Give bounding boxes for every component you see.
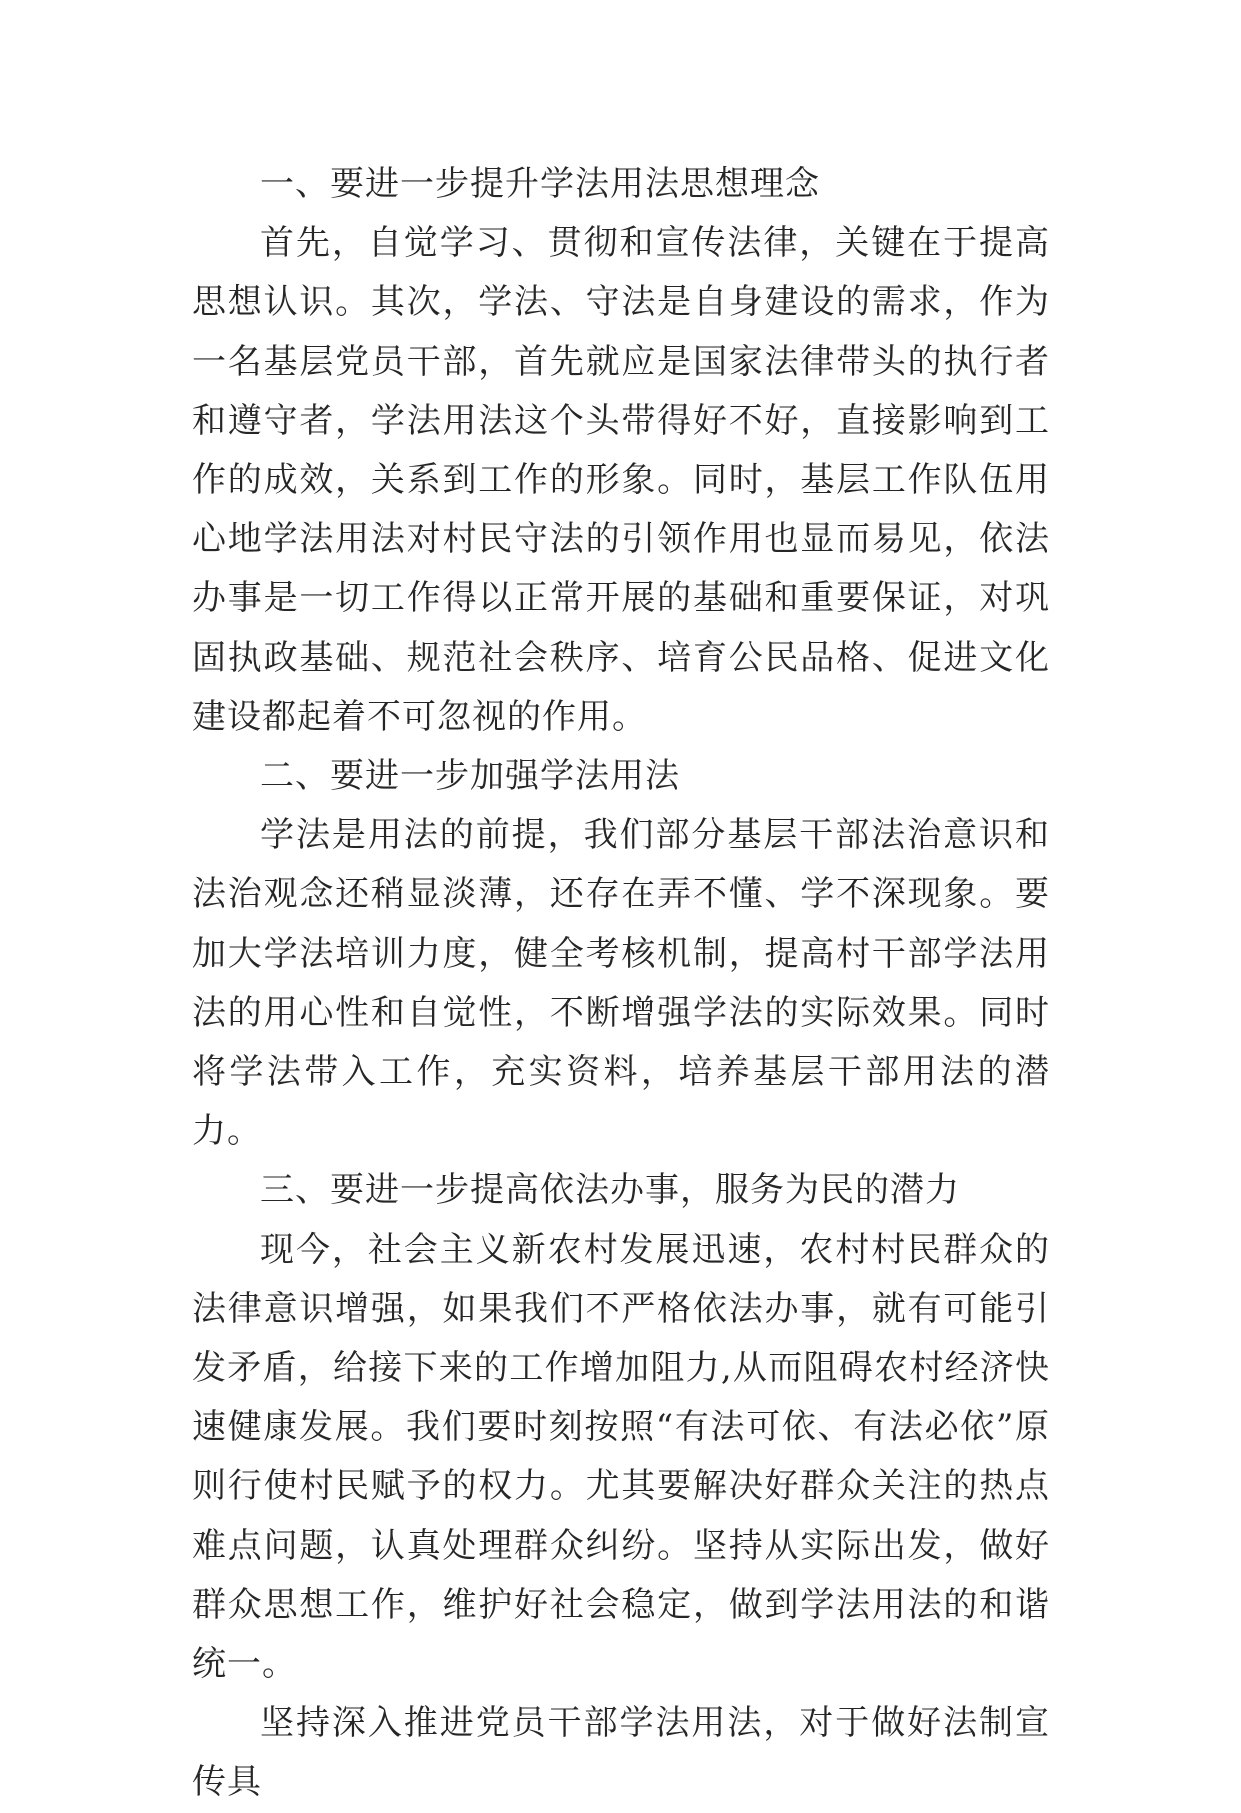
paragraph-2: 学法是用法的前提，我们部分基层干部法治意识和法治观念还稍显淡薄，还存在弄不懂、学不深现象。要加大学法培训力度，健全考核机制，提高村干部学法用法的用心性和自觉性，不断增强学法的实际效果。同时将学法带入工作，充实资料，培养基层干部用法的潜力。 (192, 815, 1050, 1152)
paragraph-3: 现今，社会主义新农村发展迅速，农村村民群众的法律意识增强，如果我们不严格依法办事，就有可能引发矛盾，给接下来的工作增加阻力,从而阻碍农村经济快速健康发展。我们要时刻按照“有法可依、有法必依”原则行使村民赋予的权力。尤其要解决好群众关注的热点难点问题，认真处理群众纠纷。坚持从实际出发，做好群众思想工作，维护好社会稳定，做到学法用法的和谐统一。 (192, 1229, 1050, 1685)
paragraph-1: 首先，自觉学习、贯彻和宣传法律，关键在于提高思想认识。其次，学法、守法是自身建设的需求，作为一名基层党员干部，首先就应是国家法律带头的执行者和遵守者，学法用法这个头带得好不好，直接影响到工作的成效，关系到工作的形象。同时，基层工作队伍用心地学法用法对村民守法的引领作用也显而易见，依法办事是一切工作得以正常开展的基础和重要保证，对巩固执政基础、规范社会秩序、培育公民品格、促进文化建设都起着不可忽视的作用。 (192, 223, 1050, 737)
section-heading-1: 一、要进一步提升学法用法思想理念 (260, 164, 820, 204)
document-body (192, 155, 1050, 1813)
section-heading-3: 三、要进一步提高依法办事，服务为民的潜力 (260, 1170, 960, 1211)
section-heading-2: 二、要进一步加强学法用法 (260, 756, 680, 797)
paragraph-4: 坚持深入推进党员干部学法用法，对于做好法制宣传具 (192, 1703, 1050, 1803)
